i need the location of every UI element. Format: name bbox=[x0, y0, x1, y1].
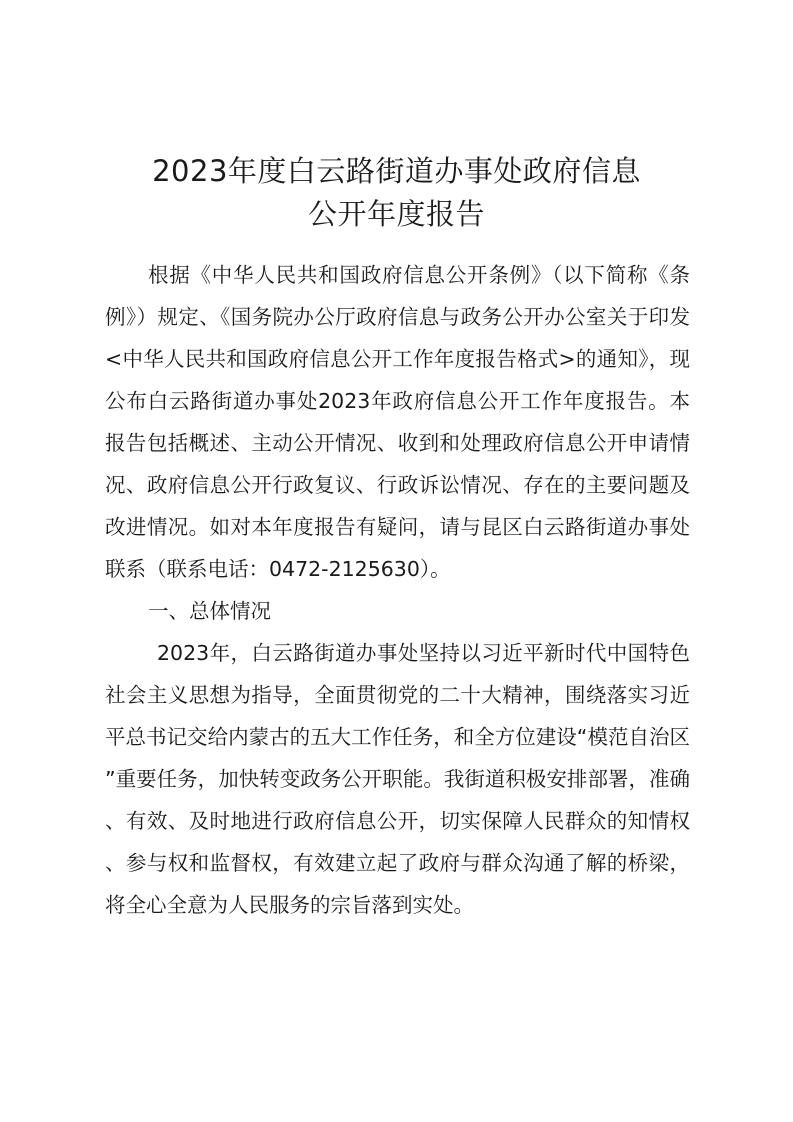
document-title bbox=[105, 150, 688, 236]
title-line-2: 公开年度报告 bbox=[307, 197, 485, 231]
intro-paragraph: 根据《中华人民共和国政府信息公开条例》（以下简称《条例》）规定、《国务院办公厅政府信息与政务公开办公室关于印发<中华人民共和国政府信息公开工作年度报告格式>的通知》，现公布白云路街道办事处2023年政府信息公开工作年度报告。本报告包括概述、主动公开情况、收到和处理政府信息公开申请情况、政府信息公开行政复议、行政诉讼情况、存在的主要问题及改进情况。如对本年度报告有疑问，请与昆区白云路街道办事处联系（联系电话：0472-2125630）。 bbox=[105, 263, 690, 581]
title-line-1: 2023年度白云路街道办事处政府信息 bbox=[152, 154, 641, 188]
document-body bbox=[105, 254, 690, 926]
section-heading-overview: 一、总体情况 bbox=[148, 599, 271, 623]
overview-paragraph: 2023年，白云路街道办事处坚持以习近平新时代中国特色社会主义思想为指导，全面贯彻党的二十大精神，围绕落实习近平总书记交给内蒙古的五大工作任务，和全方位建设“模范自治区”重要任务，加快转变政务公开职能。我街道积极安排部署，准确、有效、及时地进行政府信息公开，切实保障人民群众的知情权、参与权和监督权，有效建立起了政府与群众沟通了解的桥梁，将全心全意为人民服务的宗旨落到实处。 bbox=[105, 641, 690, 917]
